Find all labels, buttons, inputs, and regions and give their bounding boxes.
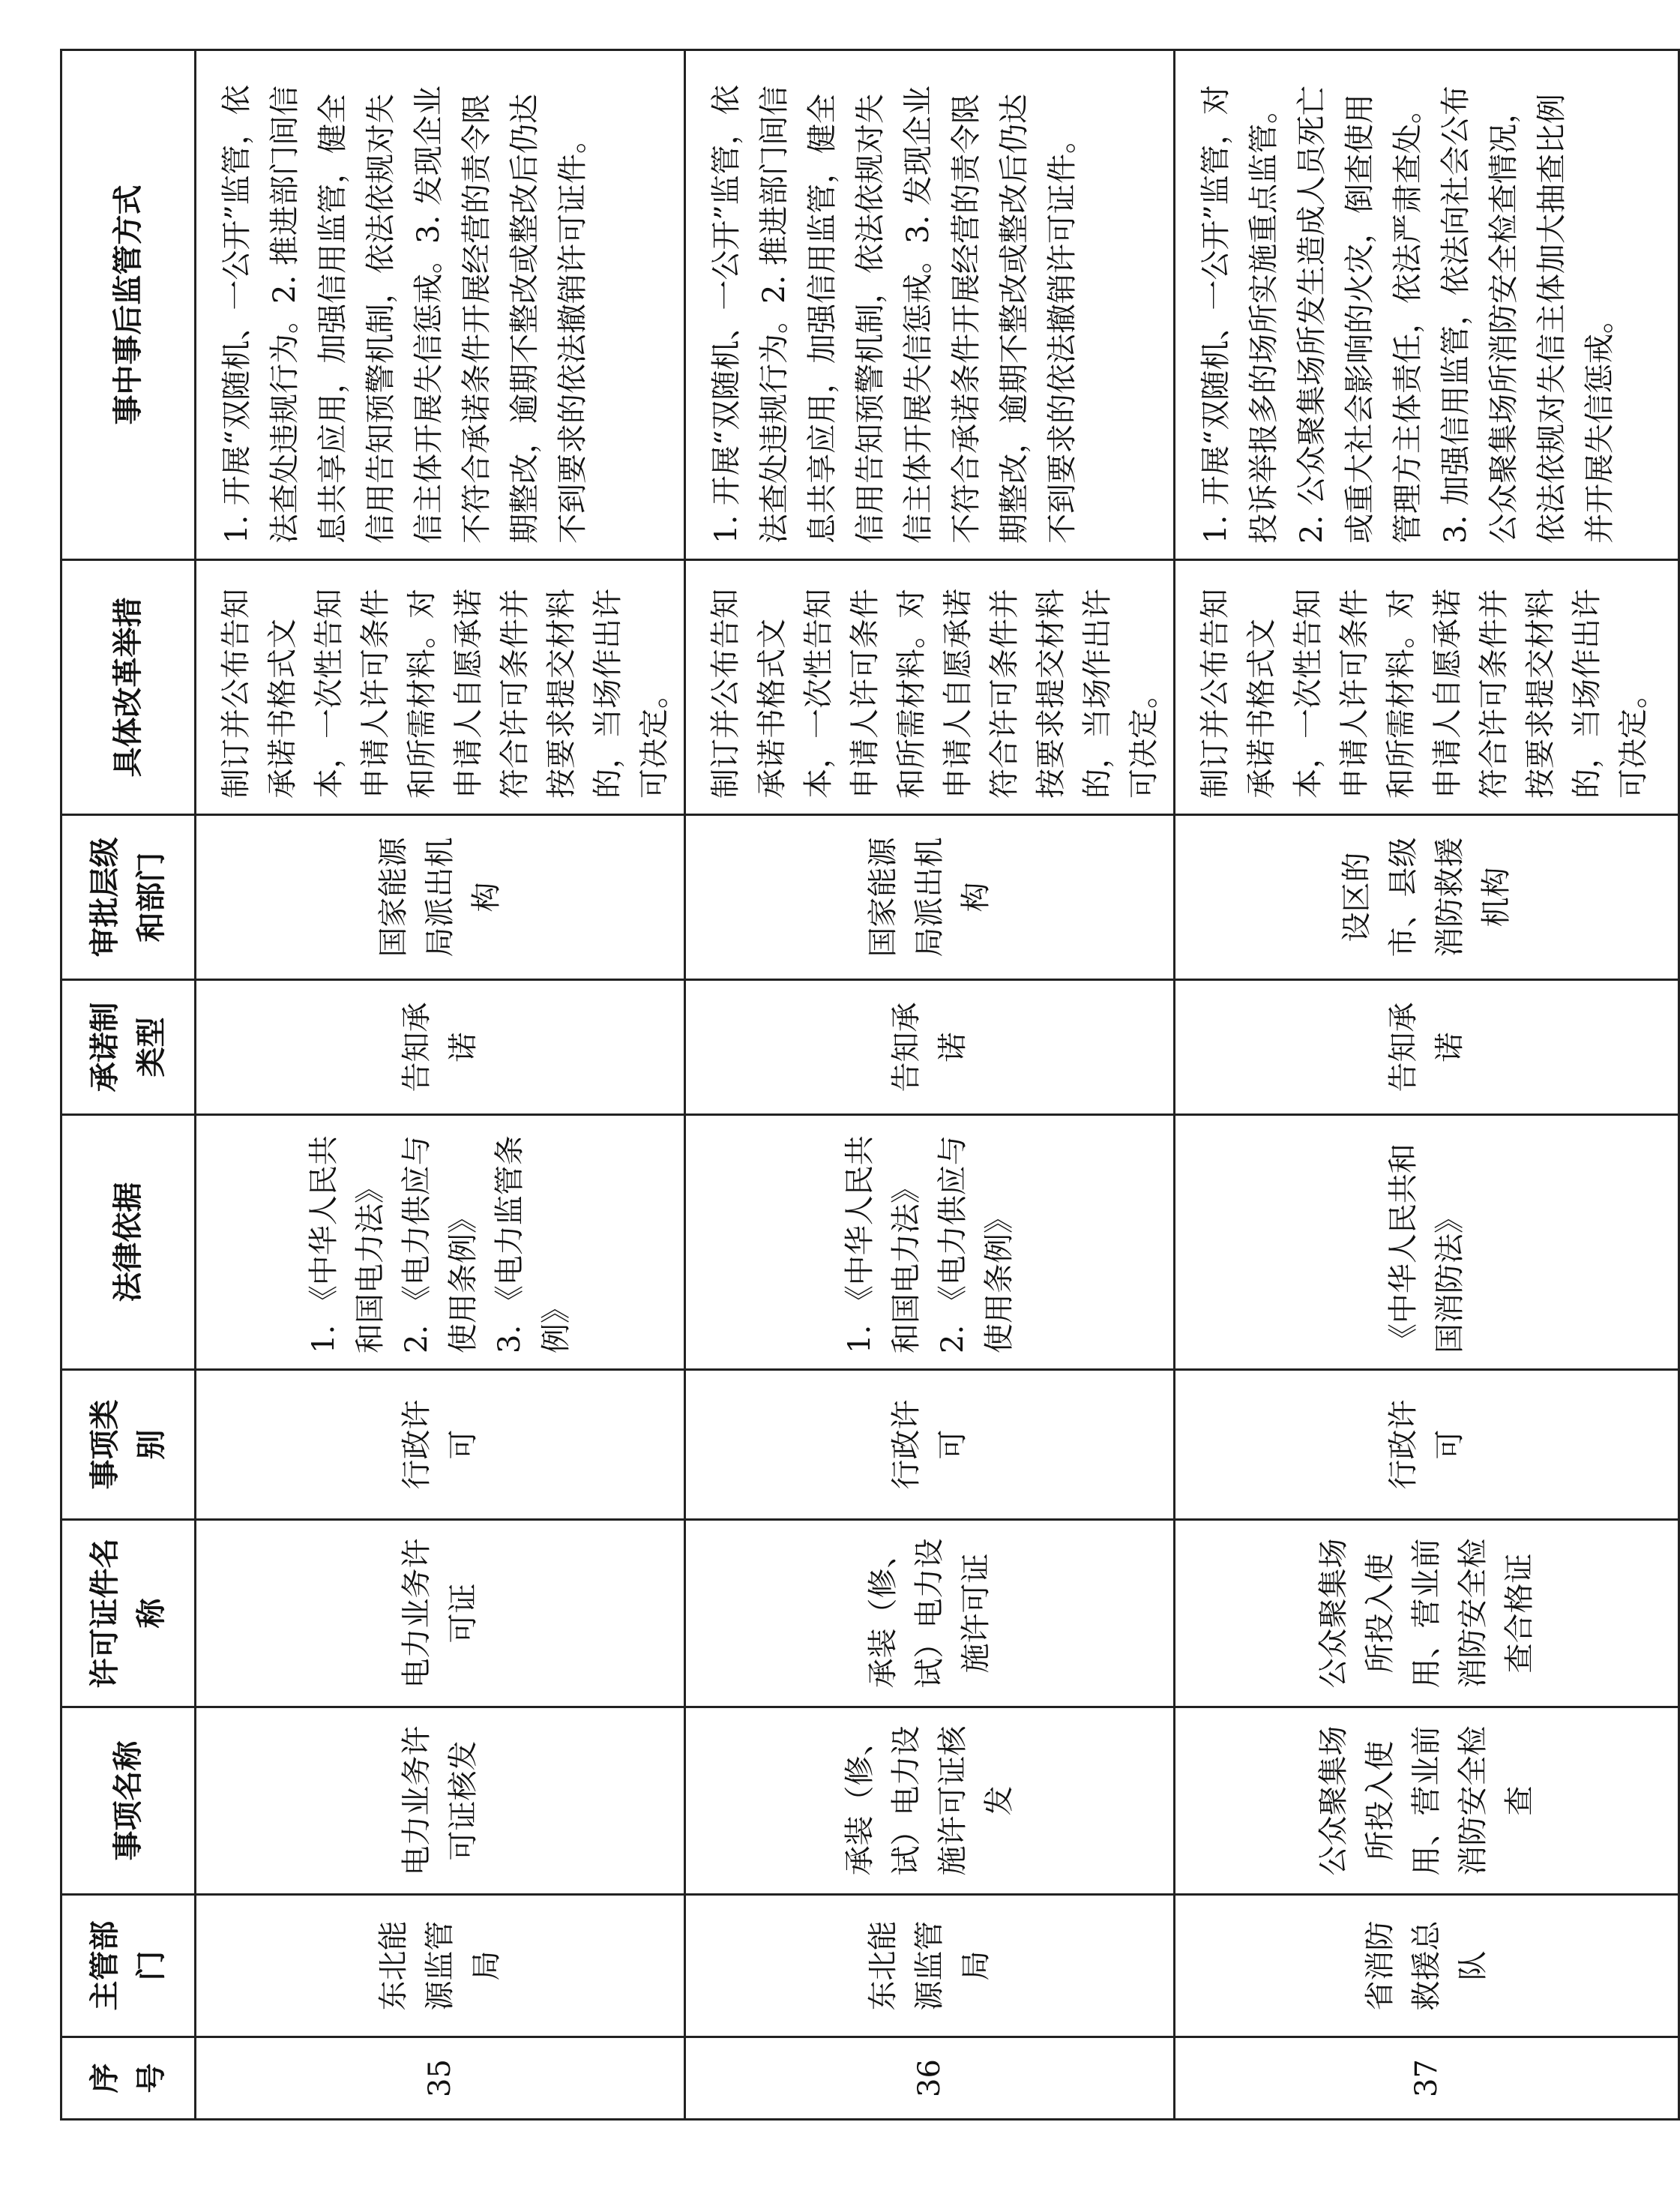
cell-approval: 设区的市、县级消防救援机构 [1175, 815, 1679, 980]
cell-promise: 告知承诺 [1175, 980, 1679, 1115]
cell-promise: 告知承诺 [685, 980, 1175, 1115]
header-seq: 序号 [61, 2037, 196, 2120]
cell-item: 承装（修、试）电力设施许可证核发 [685, 1707, 1175, 1895]
cell-legal [685, 1115, 1175, 1370]
table-row [1175, 50, 1679, 2120]
reform-measures-table [60, 49, 1680, 2121]
cell-dept: 东北能源监管局 [196, 1895, 685, 2037]
cell-seq: 37 [1175, 2037, 1679, 2120]
legal-basis-item: 1. 《中华人民共和国电力法》 [843, 1135, 924, 1353]
cell-license: 电力业务许可证 [196, 1520, 685, 1707]
cell-supervise: 1. 开展“双随机、一公开”监管，对投诉举报多的场所实施重点监管。2. 公众聚集场所发生造成人员死亡或重大社会影响的火灾，倒查使用管理方主体责任，依法严肃查处。3. 加强信用监管，依法向社会公布公众聚集场所消防安全检查情况，依法依规对失信主体加大抽查比例并开展失信惩戒。 [1175, 50, 1679, 560]
legal-basis-list [301, 1131, 579, 1353]
cell-category: 行政许可 [685, 1370, 1175, 1520]
cell-dept: 东北能源监管局 [685, 1895, 1175, 2037]
legal-basis-item: 《中华人民共和国消防法》 [1386, 1143, 1467, 1353]
header-promise: 承诺制类型 [61, 980, 196, 1115]
legal-basis-item: 2. 《电力供应与使用条例》 [400, 1135, 481, 1353]
header-measure: 具体改革举措 [61, 560, 196, 815]
cell-legal [196, 1115, 685, 1370]
cell-supervise: 1. 开展“双随机、一公开”监管，依法查处违规行为。2. 推进部门间信息共享应用，加强信用监管，健全信用告知预警机制，依法依规对失信主体开展失信惩戒。3. 发现企业不符合承诺条件开展经营的责令限期整改，逾期不整改或整改后仍达不到要求的依法撤销许可证件。 [196, 50, 685, 560]
cell-dept: 省消防救援总队 [1175, 1895, 1679, 2037]
cell-seq: 36 [685, 2037, 1175, 2120]
legal-basis-list [837, 1131, 1023, 1353]
header-category: 事项类别 [61, 1370, 196, 1520]
legal-basis-item: 3. 《电力监管条例》 [493, 1135, 573, 1353]
cell-category: 行政许可 [1175, 1370, 1679, 1520]
cell-approval: 国家能源局派出机构 [685, 815, 1175, 980]
cell-category: 行政许可 [196, 1370, 685, 1520]
cell-legal [1175, 1115, 1679, 1370]
cell-seq: 35 [196, 2037, 685, 2120]
table-row [685, 50, 1175, 2120]
header-license: 许可证件名称 [61, 1520, 196, 1707]
table-row [196, 50, 685, 2120]
cell-supervise: 1. 开展“双随机、一公开”监管，依法查处违规行为。2. 推进部门间信息共享应用，加强信用监管，健全信用告知预警机制，依法依规对失信主体开展失信惩戒。3. 发现企业不符合承诺条件开展经营的责令限期整改，逾期不整改或整改后仍达不到要求的依法撤销许可证件。 [685, 50, 1175, 560]
legal-basis-item: 2. 《电力供应与使用条例》 [936, 1135, 1017, 1353]
header-dept: 主管部门 [61, 1895, 196, 2037]
cell-measure: 制订并公布告知承诺书格式文本，一次性告知申请人许可条件和所需材料。对申请人自愿承诺符合许可条件并按要求提交材料的，当场作出许可决定。 [196, 560, 685, 815]
legal-basis-list [1380, 1131, 1473, 1353]
cell-promise: 告知承诺 [196, 980, 685, 1115]
cell-measure: 制订并公布告知承诺书格式文本，一次性告知申请人许可条件和所需材料。对申请人自愿承诺符合许可条件并按要求提交材料的，当场作出许可决定。 [1175, 560, 1679, 815]
legal-basis-item: 1. 《中华人民共和国电力法》 [307, 1135, 388, 1353]
header-row [61, 50, 196, 2120]
header-approval: 审批层级和部门 [61, 815, 196, 980]
cell-measure: 制订并公布告知承诺书格式文本，一次性告知申请人许可条件和所需材料。对申请人自愿承诺符合许可条件并按要求提交材料的，当场作出许可决定。 [685, 560, 1175, 815]
header-legal: 法律依据 [61, 1115, 196, 1370]
cell-item: 电力业务许可证核发 [196, 1707, 685, 1895]
cell-approval: 国家能源局派出机构 [196, 815, 685, 980]
cell-license: 承装（修、试）电力设施许可证 [685, 1520, 1175, 1707]
header-supervise: 事中事后监管方式 [61, 50, 196, 560]
header-item: 事项名称 [61, 1707, 196, 1895]
cell-item: 公众聚集场所投入使用、营业前消防安全检查 [1175, 1707, 1679, 1895]
cell-license: 公众聚集场所投入使用、营业前消防安全检查合格证 [1175, 1520, 1679, 1707]
